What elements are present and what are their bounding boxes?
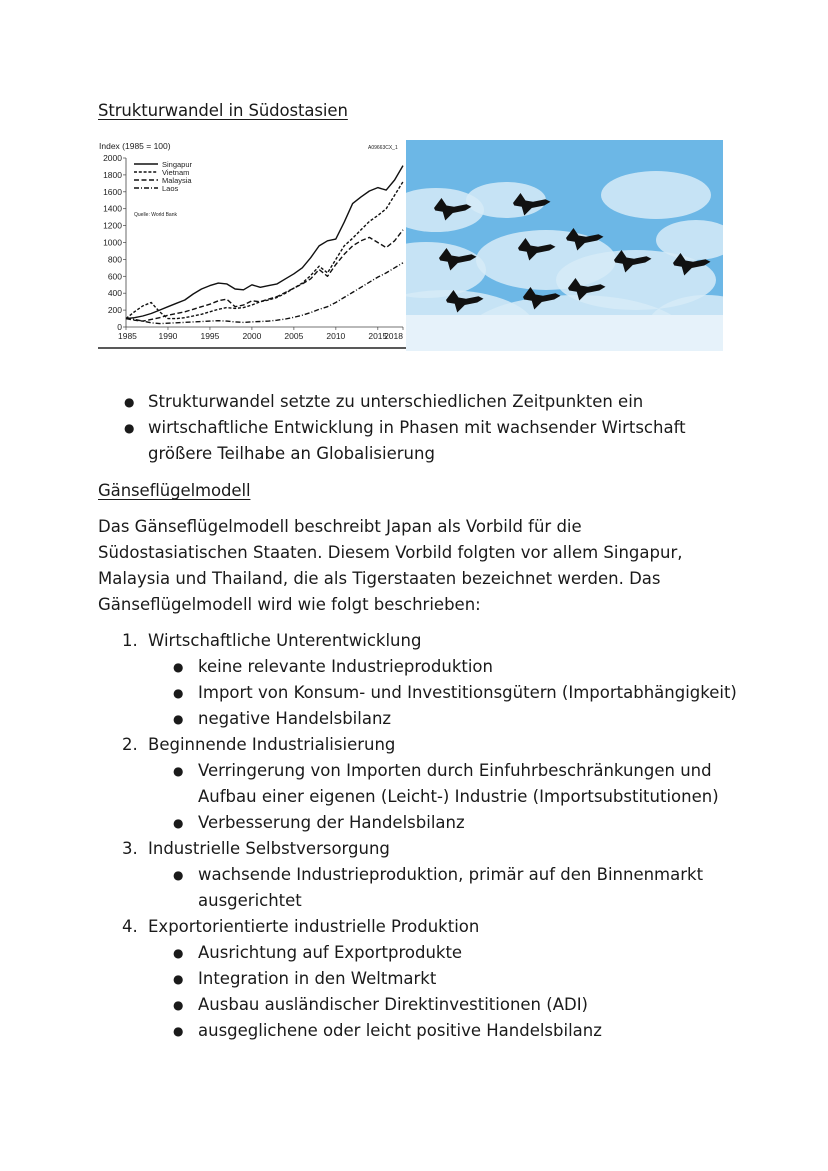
chart-y-tick-label: 1800 <box>103 169 122 180</box>
list-item: ● Ausbau ausländischer Direktinvestitionen (ADI) <box>148 992 738 1018</box>
chart-x-tick-label: 1985 <box>118 331 137 341</box>
chart-y-tick-label: 600 <box>107 271 122 282</box>
chart-canvas <box>98 134 406 350</box>
list-item: ● Import von Konsum- und Investitionsgütern (Importabhängigkeit) <box>148 680 738 706</box>
legend-label: Laos <box>162 184 179 193</box>
phase-number: 3. <box>122 839 138 858</box>
chart-y-tick-label: 200 <box>107 305 122 316</box>
series-line-vietnam <box>126 182 403 319</box>
chart-y-tick-label: 800 <box>107 254 122 265</box>
model-description-paragraph: Das Gänseflügelmodell beschreibt Japan als Vorbild für die Südostasiatischen Staaten. Diesem Vorbild folgten vor allem Singapur, Malaysia und Thailand, die als Tigerstaaten bezeichnet werden. Das Gänseflügelmodell wird wie folgt beschrieben: <box>98 517 683 614</box>
list-item: ● Strukturwandel setzte zu unterschiedlichen Zeitpunkten ein <box>98 389 738 415</box>
legend-label: Singapur <box>162 160 193 169</box>
legend-label: Vietnam <box>162 168 190 177</box>
chart-x-tick-label: 2015 <box>368 331 388 341</box>
chart-y-tick-label: 0 <box>117 322 122 332</box>
chart-y-tick-label: 2000 <box>103 153 122 163</box>
phase-item <box>98 628 738 732</box>
phase-title: Exportorientierte industrielle Produktion <box>148 917 480 936</box>
phase-number: 1. <box>122 631 138 650</box>
list-item: ● Integration in den Weltmarkt <box>148 966 738 992</box>
list-item: ● negative Handelsbilanz <box>148 706 738 732</box>
phase-sub-list <box>148 862 738 914</box>
chart-y-title: Index (1985 = 100) <box>99 141 171 151</box>
chart-source-label: Quelle: World Bank <box>134 212 177 218</box>
series-line-laos <box>126 263 403 324</box>
chart-x-tick-label: 1990 <box>158 331 178 341</box>
chart-y-tick-label: 1400 <box>103 203 122 214</box>
phase-item <box>98 914 738 1044</box>
list-item: ● wirtschaftliche Entwicklung in Phasen mit wachsender Wirtschaft größere Teilhabe an Globalisierung <box>98 415 738 467</box>
chart-code-label: A09663CX_1 <box>368 145 398 151</box>
phase-number: 4. <box>122 917 138 936</box>
geese-image <box>406 140 723 351</box>
phase-sub-list <box>148 940 738 1044</box>
phase-list <box>98 628 738 1044</box>
list-item: ● Verringerung von Importen durch Einfuhrbeschränkungen und Aufbau einer eigenen (Leicht-) Industrie (Importsubstitutionen) <box>148 758 738 810</box>
section-heading-strukturwandel: Strukturwandel in Südostasien <box>98 101 348 120</box>
chart-y-tick-label: 1000 <box>103 237 122 248</box>
cloud-shape <box>601 171 711 219</box>
list-item: ● Ausrichtung auf Exportprodukte <box>148 940 738 966</box>
phase-item <box>98 732 738 836</box>
chart-y-tick-label: 1200 <box>103 220 122 231</box>
section-heading-gaensefluegelmodell: Gänseflügelmodell <box>98 481 251 500</box>
phase-item <box>98 836 738 914</box>
chart-y-tick-label: 400 <box>107 288 122 299</box>
summary-bullet-list <box>98 389 738 467</box>
chart-x-tick-label: 2018 <box>384 331 403 341</box>
list-item: ● ausgeglichene oder leicht positive Handelsbilanz <box>148 1018 738 1044</box>
phase-title: Industrielle Selbstversorgung <box>148 839 390 858</box>
cloud-shape <box>466 182 546 218</box>
phase-title: Wirtschaftliche Unterentwicklung <box>148 631 422 650</box>
legend-label: Malaysia <box>162 176 192 185</box>
cloud-bank <box>406 315 723 351</box>
chart-x-tick-label: 2005 <box>284 331 304 341</box>
chart-x-tick-label: 2000 <box>242 331 262 341</box>
chart-x-tick-label: 1995 <box>200 331 220 341</box>
phase-sub-list <box>148 758 738 836</box>
chart-x-tick-label: 2010 <box>326 331 346 341</box>
list-item: ● Verbesserung der Handelsbilanz <box>148 810 738 836</box>
line-chart <box>98 134 406 350</box>
geese-illustration <box>406 140 723 351</box>
list-item: ● wachsende Industrieproduktion, primär auf den Binnenmarkt ausgerichtet <box>148 862 738 914</box>
chart-y-tick-label: 1600 <box>103 186 122 197</box>
phase-sub-list <box>148 654 738 732</box>
list-item: ● keine relevante Industrieproduktion <box>148 654 738 680</box>
phase-number: 2. <box>122 735 138 754</box>
phase-title: Beginnende Industrialisierung <box>148 735 396 754</box>
